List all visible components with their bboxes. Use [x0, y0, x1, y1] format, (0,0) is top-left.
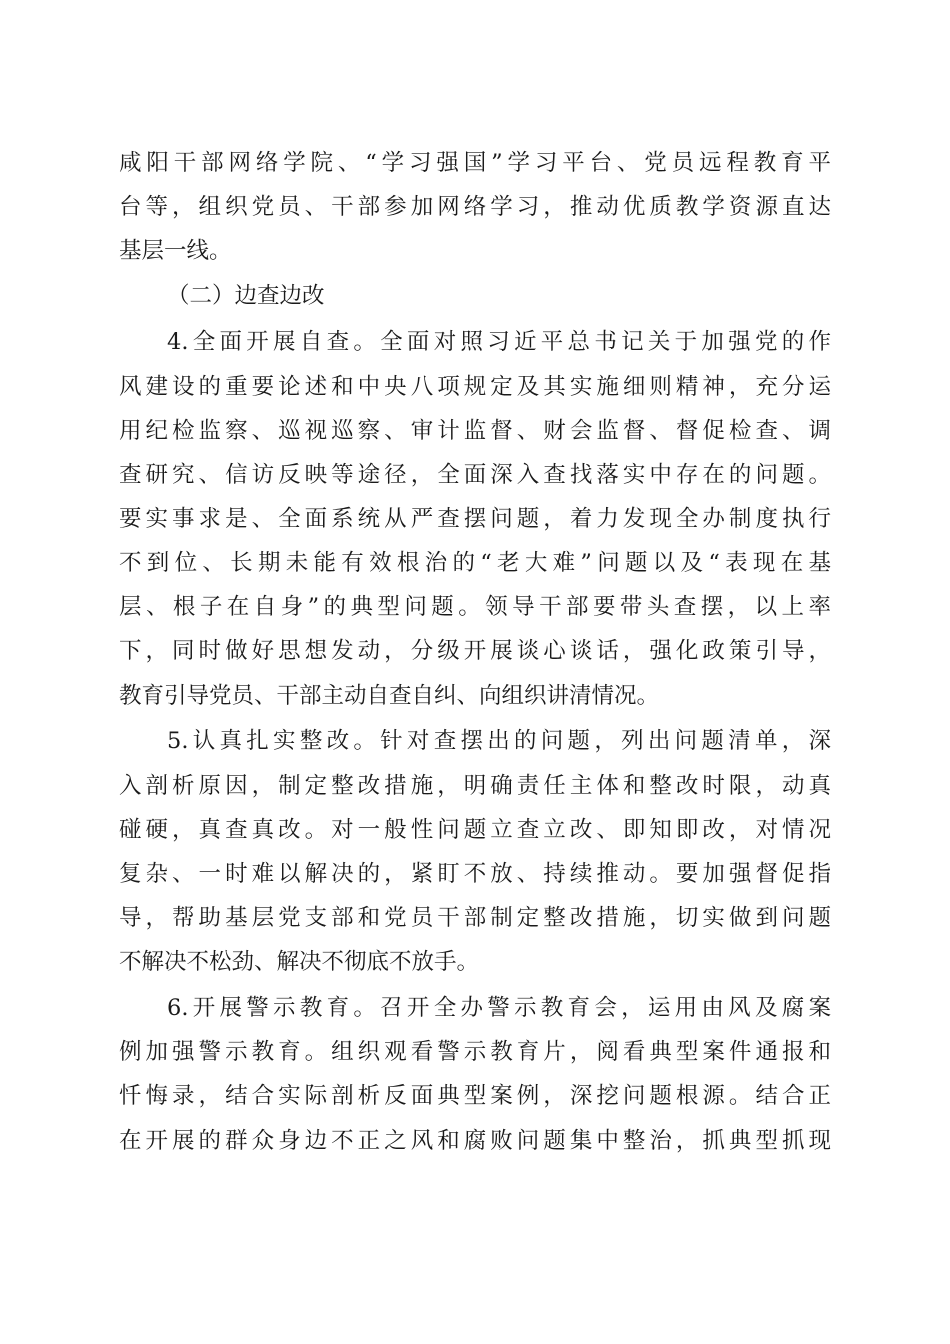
item-4-line-5: 要实事求是、全面系统从严查摆问题，着力发现全办制度执行 — [119, 506, 831, 532]
item-6-line-2: 例加强警示教育。组织观看警示教育片，阅看典型案件通报和 — [119, 1039, 831, 1065]
item-5-line-1: 5.认真扎实整改。针对查摆出的问题，列出问题清单，深 — [167, 728, 831, 754]
item-5-line-4: 复杂、一时难以解决的，紧盯不放、持续推动。要加强督促指 — [119, 861, 831, 887]
item-4-line-6: 不到位、长期未能有效根治的“老大难”问题以及“表现在基 — [119, 550, 831, 576]
item-6-line-1: 6.开展警示教育。召开全办警示教育会，运用由风及腐案 — [167, 995, 831, 1021]
item-4-line-9: 教育引导党员、干部主动自查自纠、向组织讲清情况。 — [119, 683, 660, 709]
item-4-line-1: 4.全面开展自查。全面对照习近平总书记关于加强党的作 — [167, 329, 831, 355]
paragraph-intro-line-3: 基层一线。 — [119, 238, 232, 264]
paragraph-intro-line-1: 咸阳干部网络学院、“学习强国”学习平台、党员远程教育平 — [119, 150, 831, 176]
item-6-line-4: 在开展的群众身边不正之风和腐败问题集中整治，抓典型抓现 — [119, 1128, 831, 1154]
item-6-line-3: 忏悔录，结合实际剖析反面典型案例，深挖问题根源。结合正 — [119, 1083, 831, 1109]
item-5-line-3: 碰硬，真查真改。对一般性问题立查立改、即知即改，对情况 — [119, 817, 831, 843]
item-4-line-7: 层、根子在自身”的典型问题。领导干部要带头查摆，以上率 — [119, 594, 831, 620]
item-5-line-5: 导，帮助基层党支部和党员干部制定整改措施，切实做到问题 — [119, 905, 831, 931]
item-4-line-4: 查研究、信访反映等途径，全面深入查找落实中存在的问题。 — [119, 462, 831, 488]
section-heading: （二）边查边改 — [167, 283, 325, 309]
item-5-line-6: 不解决不松劲、解决不彻底不放手。 — [119, 949, 480, 975]
item-4-line-3: 用纪检监察、巡视巡察、审计监督、财会监督、督促检查、调 — [119, 418, 831, 444]
paragraph-intro-line-2: 台等，组织党员、干部参加网络学习，推动优质教学资源直达 — [119, 194, 831, 220]
item-4-line-8: 下，同时做好思想发动，分级开展谈心谈话，强化政策引导， — [119, 638, 831, 664]
item-5-line-2: 入剖析原因，制定整改措施，明确责任主体和整改时限，动真 — [119, 773, 831, 799]
item-4-line-2: 风建设的重要论述和中央八项规定及其实施细则精神，充分运 — [119, 374, 831, 400]
